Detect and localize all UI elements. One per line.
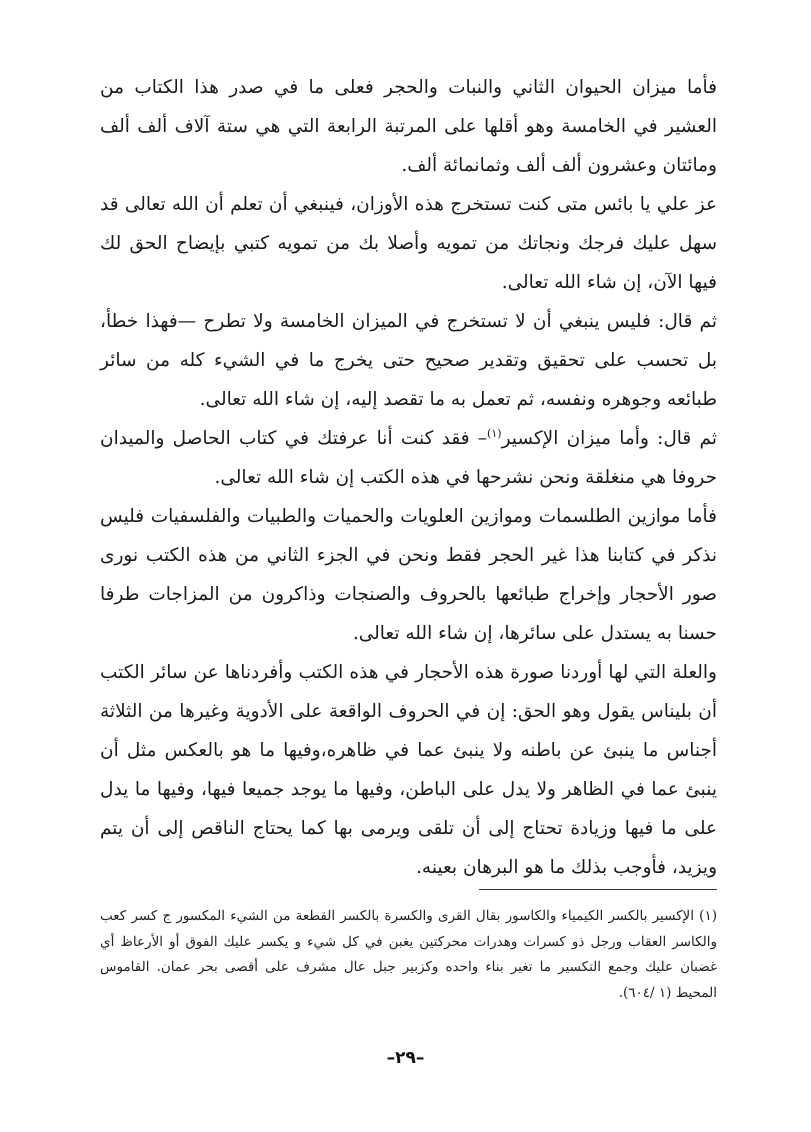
paragraph: عز علي يا بائس متى كنت تستخرج هذه الأوزان، فينبغي أن تعلم أن الله تعالى قد سهل عليك فرجك ونجاتك من تمويه وأصلا بك من تمويه كتبي بإيضاح الحق لك فيها الآن، إن شاء الله تعالى. (100, 194, 717, 293)
paragraph: فأما ميزان الحيوان الثاني والنبات والحجر فعلى ما في صدر هذا الكتاب من العشير في الخامسة وهو أقلها على المرتبة الرابعة التي هي ستة آلاف ألف ألف ومائتان وعشرون ألف ألف وثمانمائة ألف. (100, 77, 717, 176)
paragraph: فأما موازين الطلسمات وموازين العلويات والحميات والطبيات والفلسفيات فليس نذكر في كتابنا هذا غير الحجر فقط ونحن في الجزء الثاني من هذه الكتب نورى صور الأحجار وإخراج طبائعها بالحروف والصنجات وذاكرون من المزاجات طرفا حسنا به يستدل على سائرها، إن شاء الله تعالى. (100, 506, 717, 644)
footnote: (١) الإكسير بالكسر الكيمياء والكاسور بقال القرى والكسرة بالكسر القطعة من الشيء المكسور ج كسر كعب والكاسر العقاب ورجل ذو كسرات وهدرات محركتين يغبن في كل شيء و يكسر عليك الفوق أو الأرعاظ أي غضبان عليك وجمع التكسير ما تغير بناء واحده وكزبير جبل عال مشرف على أقصى بحر عمان. القاموس المحيط (١ /٦٠٤). (100, 908, 717, 1001)
paragraph: ثم قال: فليس ينبغي أن لا تستخرج في الميزان الخامسة ولا تطرح —فهذا خطأ، بل تحسب على تحقيق وتقدير صحيح حتى يخرج ما في الشيء كله من سائر طبائعه وجوهره ونفسه، ثم تعمل به ما تقصد إليه، إن شاء الله تعالى. (100, 311, 717, 410)
paragraph-text: ثم قال: وأما ميزان الإكسير (501, 428, 717, 449)
main-text (100, 68, 717, 887)
paragraph: والعلة التي لها أوردنا صورة هذه الأحجار في هذه الكتب وأفردناها عن سائر الكتب أن بليناس يقول وهو الحق: إن في الحروف الواقعة على الأدوية وغيرها من الثلاثة أجناس ما ينبئ عن باطنه ولا ينبئ عما في ظاهره،وفيها ما هو بالعكس مثل أن ينبئ عما في الظاهر ولا يدل على الباطن، وفيها ما يوجد جميعا فيها، وفيها ما يدل على ما فيها وزيادة تحتاج إلى أن تلقى ويرمى بها كما يحتاج الناقص إلى أن يتم ويزيد، فأوجب بذلك ما هو البرهان بعينه. (100, 662, 717, 878)
footnotes (100, 904, 717, 1006)
paragraph-text: – فقد كنت أنا عرفتك في كتاب الحاصل والميدان حروفا هي منغلقة ونحن نشرحها في هذه الكتب إن شاء الله تعالى. (100, 428, 717, 488)
paragraph-with-footnote-ref (100, 419, 717, 497)
footnote-reference[interactable]: (١) (487, 426, 502, 440)
footnote-separator (479, 889, 717, 890)
page-number: –٢٩– (386, 1048, 425, 1068)
